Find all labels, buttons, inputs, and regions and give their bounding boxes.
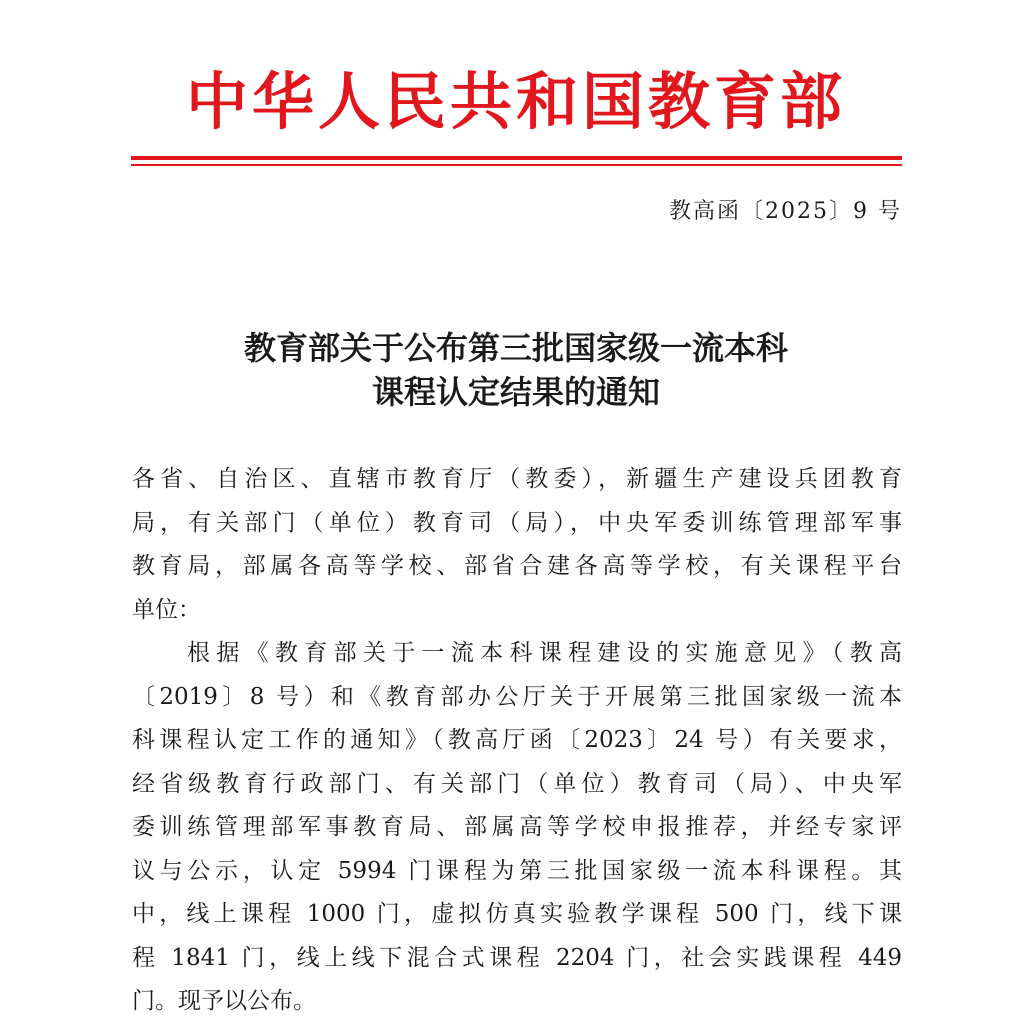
paragraph-line: 议与公示，认定 5994 门课程为第三批国家级一流本科课程。其 <box>132 857 902 884</box>
salutation-line: 各省、自治区、直辖市教育厅（教委），新疆生产建设兵团教育 <box>132 466 902 492</box>
salutation-line: 教育局，部属各高等学校、部省合建各高等学校，有关课程平台 <box>132 553 902 579</box>
issuer-masthead: 中华人民共和国教育部 <box>185 65 846 138</box>
red-divider-thin <box>131 164 902 166</box>
paragraph-line: 中，线上课程 1000 门，虚拟仿真实验教学课程 500 门，线下课 <box>132 901 902 927</box>
paragraph-line: 程 1841 门，线上线下混合式课程 2204 门，社会实践课程 449 <box>132 944 902 971</box>
paragraph-line: 经省级教育行政部门、有关部门（单位）教育司（局）、中央军 <box>132 770 902 797</box>
paragraph-line: 门。现予以公布。 <box>132 988 316 1014</box>
salutation-line: 单位： <box>132 596 201 623</box>
title-line-2: 课程认定结果的通知 <box>371 373 660 411</box>
document-title <box>0 326 1032 414</box>
paragraph-line: 〔2019〕8 号）和《教育部办公厅关于开展第三批国家级一流本 <box>132 683 902 710</box>
red-divider-thick <box>131 156 902 160</box>
document-number: 教高函〔2025〕9 号 <box>669 199 902 224</box>
document-body <box>132 458 902 1024</box>
title-line-1: 教育部关于公布第三批国家级一流本科 <box>243 329 788 367</box>
paragraph-line: 根据《教育部关于一流本科课程建设的实施意见》（教高 <box>187 640 902 666</box>
paragraph-line: 科课程认定工作的通知》（教高厅函〔2023〕24 号）有关要求， <box>132 727 902 753</box>
paragraph-line: 委训练管理部军事教育局、部属高等学校申报推荐，并经专家评 <box>132 814 902 840</box>
salutation-line: 局，有关部门（单位）教育司（局），中央军委训练管理部军事 <box>132 509 902 536</box>
